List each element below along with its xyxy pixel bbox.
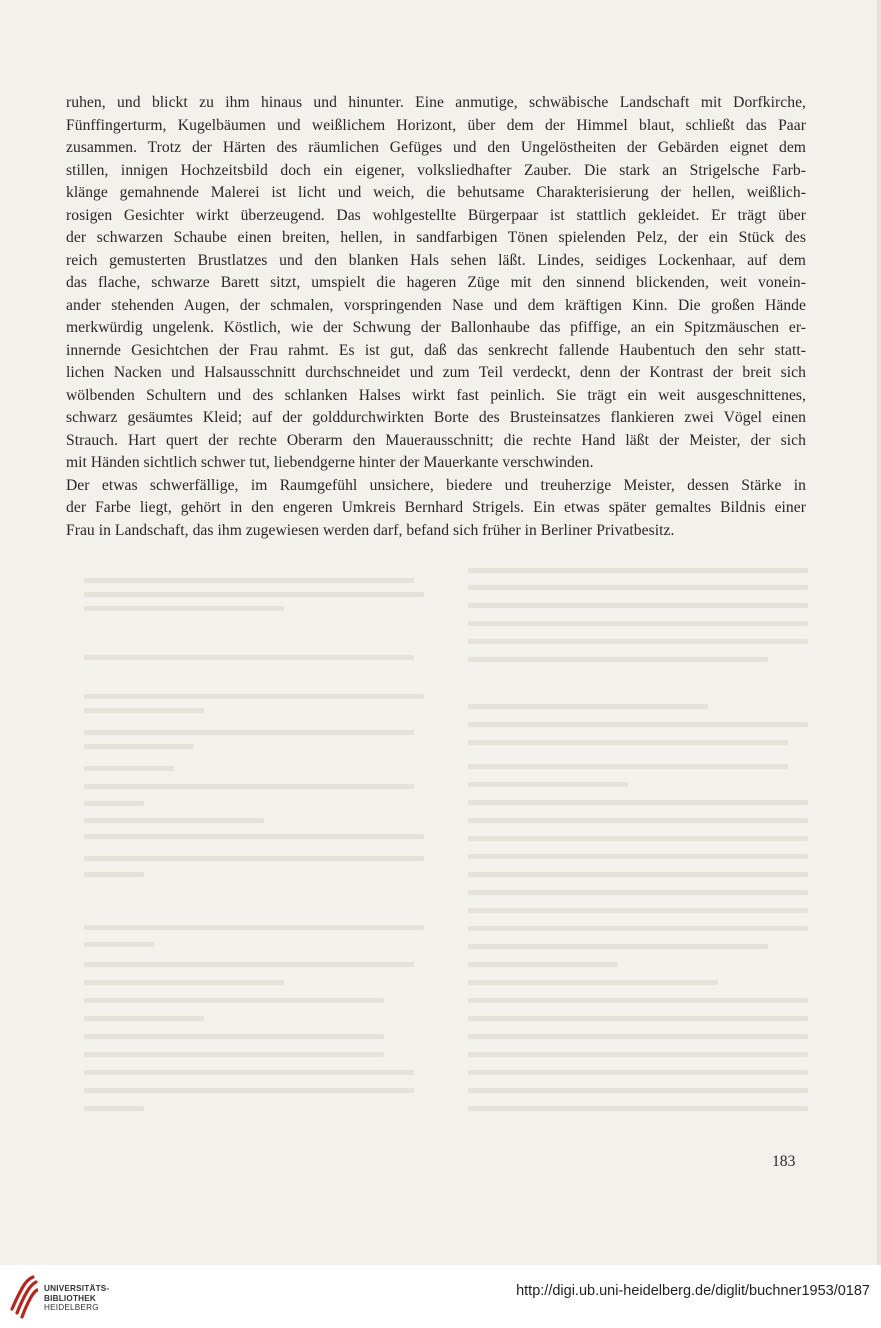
text-line: Strauch. Hart quert der rechte Oberarm den Mauerausschnitt; die rechte Hand läßt der Meister, der sich	[66, 431, 806, 449]
text-line: ruhen, und blickt zu ihm hinaus und hinunter. Eine anmutige, schwäbische Landschaft mit Dorfkirche,	[66, 94, 806, 111]
text-line: schwarz gesäumtes Kleid; auf der golddurchwirkten Borte des Brusteinsatzes flankieren zwei Vögel einen	[66, 409, 806, 426]
text-line: merkwürdig ungelenk. Köstlich, wie der Schwung der Ballonhaube das pfiffige, an ein Spitzmäuschen er-	[66, 319, 806, 336]
text-line: wölbenden Schultern und des schlanken Halses wirkt fast peinlich. Sie trägt ein weit ausgeschnittenes,	[66, 386, 806, 404]
text-line: Fünffingerturm, Kugelbäumen und weißlichem Horizont, über dem der Himmel blaut, schließt das Paar	[66, 116, 806, 134]
text-line: ander stehenden Augen, der schmalen, vorspringenden Nase und dem kräftigen Kinn. Die großen Hände	[66, 296, 806, 314]
text-line: innernde Gesichtchen der Frau rahmt. Es ist gut, daß das senkrecht fallende Haubentuch den sehr statt-	[66, 341, 806, 359]
page-number: 183	[772, 1153, 796, 1170]
text-line: der Farbe liegt, gehört in den engeren Umkreis Bernhard Strigels. Ein etwas später gemaltes Bildnis einer	[66, 499, 806, 516]
text-line: Der etwas schwerfällige, im Raumgefühl unsichere, biedere und treuherzige Meister, dessen Stärke in	[66, 476, 806, 494]
footer-bar	[0, 1265, 881, 1328]
text-line: zusammen. Trotz der Härten des räumlichen Gefüges und den Ungelöstheiten der Gebärden eignet dem	[66, 139, 806, 156]
text-line: lichen Nacken und Halsausschnitt durchschneidet und zum Teil verdeckt, denn der Kontrast der breit sich	[66, 364, 806, 381]
text-line: reich gemusterten Brustlatzes und den blanken Hals sehen läßt. Lindes, seidiges Lockenhaar, auf dem	[66, 251, 806, 269]
library-logo-icon	[8, 1273, 38, 1319]
library-logo[interactable]	[8, 1273, 118, 1319]
text-line: stillen, innigen Hochzeitsbild doch ein eigener, volksliedhafter Zauber. Die stark an Strigelsche Farb-	[66, 161, 806, 179]
text-line: Frau in Landschaft, das ihm zugewiesen werden darf, befand sich früher in Berliner Privatbesitz.	[66, 521, 675, 539]
text-line: rosigen Gesichter wirkt überzeugend. Das wohlgestellte Bürgerpaar ist stattlich gekleidet. Er trägt über	[66, 206, 806, 224]
page-edge	[877, 0, 881, 1265]
library-logo-text	[44, 1284, 109, 1313]
logo-line: BIBLIOTHEK	[44, 1293, 97, 1303]
logo-line: HEIDELBERG	[44, 1303, 99, 1312]
text-line: das flache, schwarze Barett sitzt, umspielt die hageren Züge mit den sinnend blickenden, weit vonein-	[66, 274, 806, 291]
body-text	[66, 92, 806, 542]
permalink-url[interactable]: http://digi.ub.uni-heidelberg.de/diglit/buchner1953/0187	[516, 1283, 870, 1299]
text-line: klänge gemahnende Malerei ist licht und weich, die behutsame Charakterisierung der hellen, weißlich-	[66, 184, 806, 201]
text-line: mit Händen sichtlich schwer tut, liebendgerne hinter der Mauerkante verschwinden.	[66, 454, 594, 471]
text-line: der schwarzen Schaube einen breiten, hellen, in sandfarbigen Tönen spielenden Pelz, der ein Stück des	[66, 229, 806, 246]
logo-line: UNIVERSITÄTS-	[44, 1284, 110, 1293]
